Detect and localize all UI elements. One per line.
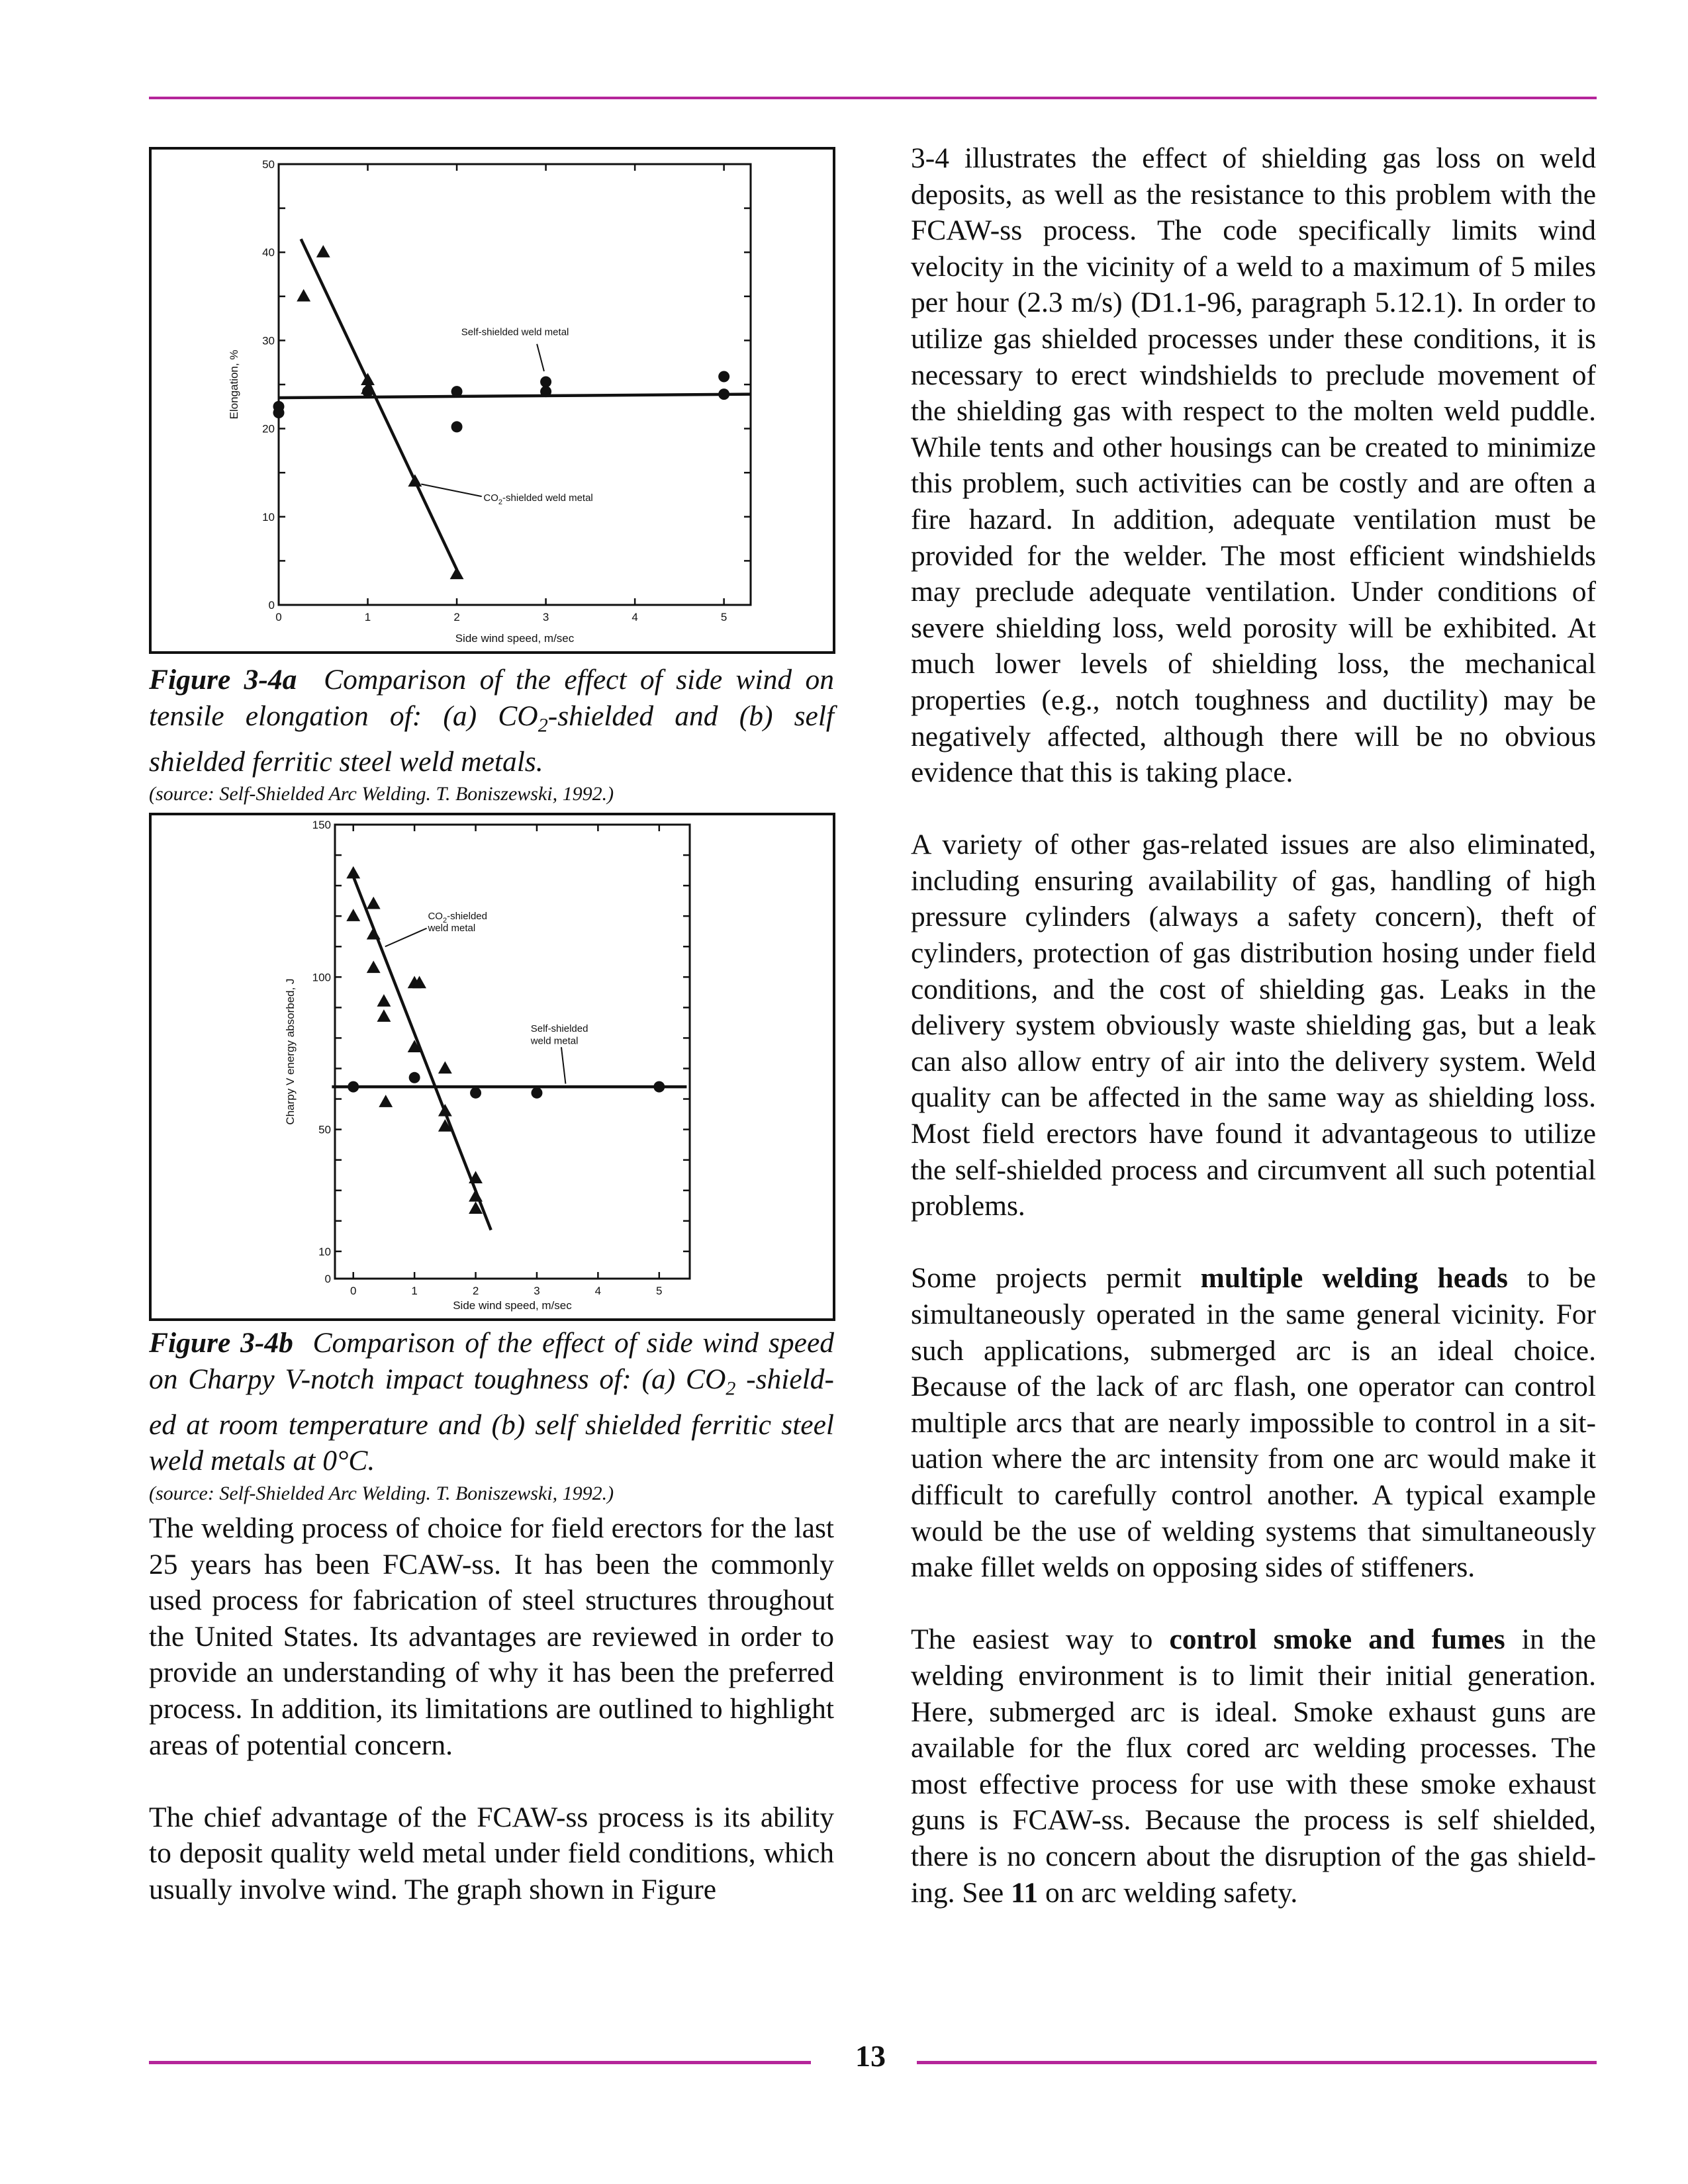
footer-rule-right [917,2061,1597,2064]
svg-text:0: 0 [324,1273,331,1285]
paragraph: A variety of other gas-related issues are also eliminated, including ensuring availability of gas, handling of high pressure cylinders (always a safety concern), theft of cylinders, protection of gas distribution hosing under field conditions, and the cost of shielding gas. Leaks in the delivery system obviously waste shielding gas, but a leak can also allow entry of air into the delivery system. Weld quality can be affected in the same way as shielding loss. Most field erectors have found it advantageous to utilize the self-shielded process and circumvent all such potential problems. [911,829,1596,1222]
paragraph: The easiest way to control smoke and fumes in the welding environment is to limit their initial generation. Here, submerged arc is ideal. Smoke exhaust guns are available for the flux cored arc welding processes. The most effective process for use with these smoke exhaust guns is FCAW-ss. Because the process is self shielded, there is no concern about the disruption of the gas shielding. See 11 on arc welding safety. [911,1623,1597,1909]
svg-text:40: 40 [262,246,275,259]
footer-rule-left [149,2061,811,2064]
svg-text:10: 10 [318,1245,331,1258]
svg-text:3: 3 [534,1285,540,1297]
svg-text:10: 10 [262,510,275,523]
svg-text:1: 1 [411,1285,418,1297]
svg-text:4: 4 [632,611,638,623]
paragraph: Some projects permit multiple welding heads to be simultaneously operated in the same general vicinity. For such applications, submerged arc is an ideal choice. Because of the lack of arc flash, one operator can control multiple arcs that are nearly impossible to control in a situation where the arc intensity from one arc would make it difficult to carefully control another. A typical example would be the use of welding systems that simultaneously make fillet welds on opposing sides of stiffeners. [911,1262,1596,1584]
svg-text:0: 0 [275,611,282,623]
figure-3-4a-chart [149,147,835,654]
figure-3-4a-caption: Figure 3-4a Comparison of the effect of side wind on tensile elongation of: (a) $CO_2$-shielded and (b) self shielded ferritic steel weld metals. (source: Self-Shielded Arc Welding. T. Boniszewski, 1992.) [149,662,834,809]
bold-term: control smoke and fumes [1169,1623,1505,1656]
charpy-chart-svg [152,815,833,1318]
left-column-text [149,1510,834,1908]
bold-term: multiple welding heads [1200,1262,1508,1295]
svg-text:3: 3 [542,611,549,623]
svg-text:0: 0 [268,599,275,612]
figure-label: Figure 3-4a [149,664,297,696]
svg-text:Elongation, %: Elongation, % [228,349,240,420]
figure-label: Figure 3-4b [149,1327,293,1359]
svg-text:CO2-shielded weld metal: $CO_2$-shielded weld metal [483,492,593,506]
figure-source: (source: Self-Shielded Arc Welding. T. Boniszewski, 1992.) [149,783,614,805]
svg-text:weld metal: weld metal [530,1035,579,1047]
paragraph: 3-4 illustrates the effect of shielding gas loss on weld deposits, as well as the resistance to this problem with the FCAW-ss process. The code specifically limits wind velocity in the vicinity of a weld to a maximum of 5 miles per hour (2.3 m/s) (D1.1-96, paragraph 5.12.1). In order to utilize gas shielded processes under these conditions, it is necessary to erect windshields to preclude movement of the shielding gas with respect to the molten weld puddle. While tents and other housings can be created to minimize this problem, such activities can be costly and are often a fire hazard. In addition, adequate ventilation must be provided for the welder. The most efficient windshields may preclude adequate ventilation. Under conditions of severe shielding loss, weld porosity will be exhibited. At much lower levels of shielding loss, the mechanical properties (e.g., notch toughness and ductility) may be negatively affected, although there will be no obvious evidence that this is taking place. [911,142,1596,789]
svg-text:1: 1 [364,611,371,623]
svg-text:2: 2 [453,611,460,623]
svg-text:Charpy V energy absorbed, J: Charpy V energy absorbed, J [284,978,297,1125]
svg-text:50: 50 [262,158,275,171]
figure-3-4b-caption: Figure 3-4b Comparison of the effect of side wind speed on Charpy V-notch impact toughness of: (a) $CO_2$ -shield-ed at room temperature and (b) self shielded ferritic steel weld metals at 0°C. (source: Self-Shielded Arc Welding. T. Boniszewski, 1992.) [149,1325,834,1508]
svg-text:2: 2 [472,1285,479,1297]
svg-text:100: 100 [312,971,331,984]
svg-text:weld metal: weld metal [428,923,476,934]
svg-text:Side wind speed, m/sec: Side wind speed, m/sec [453,1299,572,1312]
elongation-chart-svg [152,150,833,651]
page-number: 13 [855,2039,886,2073]
svg-text:5: 5 [656,1285,663,1297]
svg-text:Self-shielded weld metal: Self-shielded weld metal [461,326,569,338]
svg-text:CO2-shielded: $CO_2$-shielded [428,910,487,925]
header-rule [149,97,1597,99]
figure-3-4b-chart [149,813,835,1321]
right-column-text [911,140,1596,1911]
svg-text:4: 4 [594,1285,602,1297]
figure-source: (source: Self-Shielded Arc Welding. T. Boniszewski, 1992.) [149,1482,614,1505]
svg-text:30: 30 [262,334,275,347]
svg-text:Self-shielded: Self-shielded [530,1023,588,1035]
svg-text:150: 150 [312,819,331,831]
section-reference: 11 [1011,1876,1039,1909]
paragraph: The welding process of choice for field erectors for the last 25 years has been FCAW-ss. It has been the commonly used process for fabrication of steel structures throughout the United States. Its advantages are reviewed in order to provide an understanding of why it has been the preferred process. In addition, its limitations are outlined to highlight areas of potential concern. [149,1512,834,1761]
paragraph: The chief advantage of the FCAW-ss process is its ability to deposit quality weld metal under field conditions, which usually involve wind. The graph shown in Figure [149,1801,834,1905]
svg-text:50: 50 [318,1123,331,1136]
svg-text:0: 0 [350,1285,357,1297]
svg-text:Side wind speed, m/sec: Side wind speed, m/sec [455,632,575,645]
svg-text:5: 5 [720,611,727,623]
svg-text:20: 20 [262,422,275,435]
